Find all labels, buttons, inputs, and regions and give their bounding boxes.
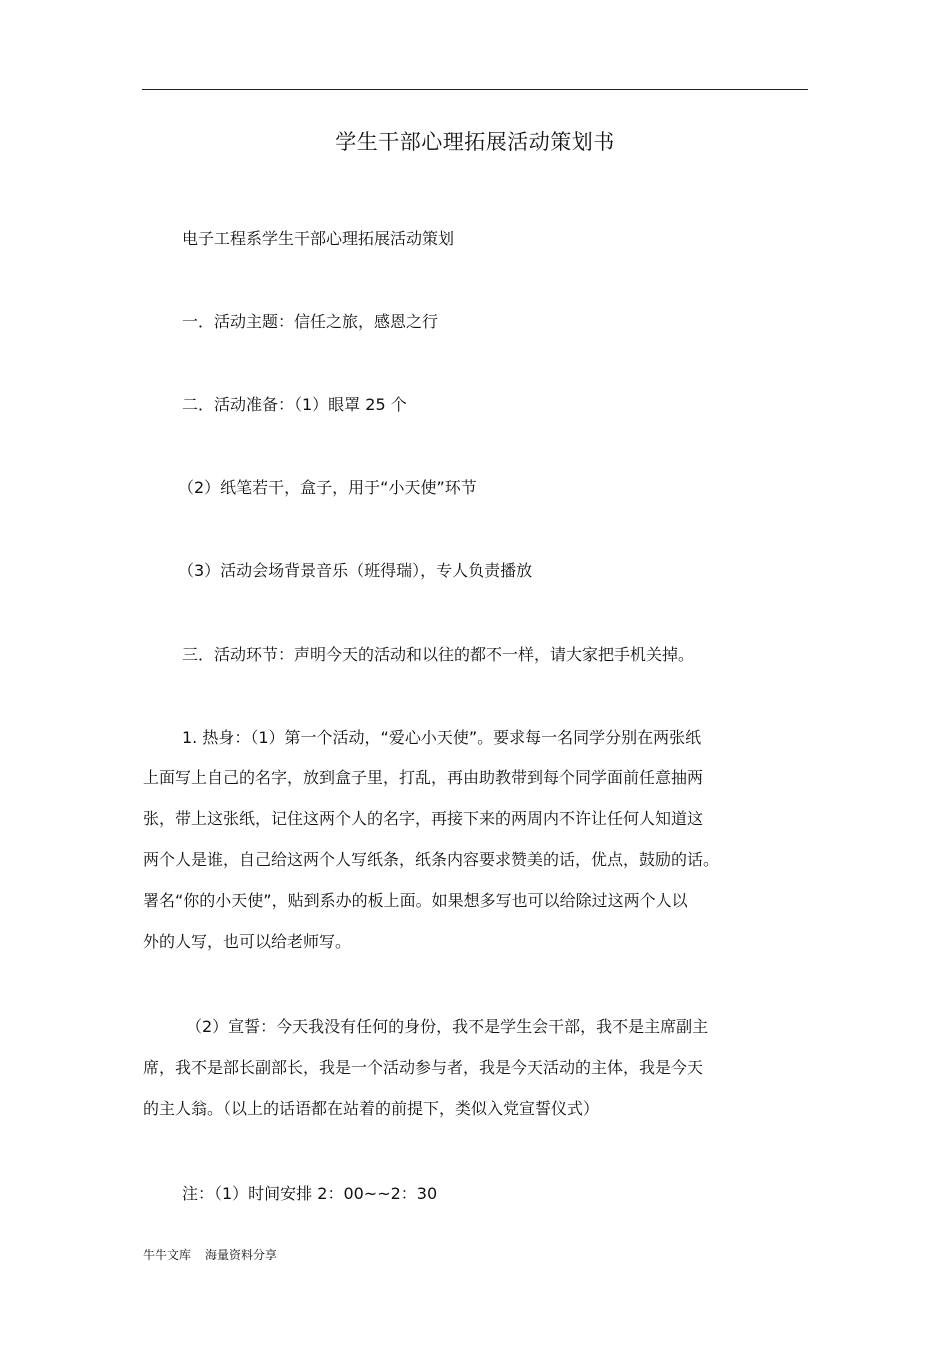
warmup-line: 两个人是谁，自己给这两个人写纸条，纸条内容要求赞美的话，优点，鼓励的话。	[143, 850, 720, 869]
warmup-line: 张，带上这张纸，记住这两个人的名字，再接下来的两周内不许让任何人知道这	[143, 809, 704, 828]
warmup-line: 署名“你的小天使”，贴到系办的板上面。如果想多写也可以给除过这两个人以	[143, 891, 688, 910]
schedule-note: 注：（1）时间安排 2：00~~2：30	[182, 1184, 438, 1203]
section-prep-2: （2）纸笔若干，盒子，用于“小天使”环节	[178, 478, 477, 497]
oath-line: 的主人翁。（以上的话语都在站着的前提下，类似入党宣誓仪式）	[143, 1099, 600, 1118]
warmup-line: 1. 热身：（1）第一个活动，“爱心小天使”。要求每一名同学分别在两张纸	[182, 728, 702, 747]
oath-line: 席，我不是部长副部长，我是一个活动参与者，我是今天活动的主体，我是今天	[143, 1058, 704, 1077]
document-subtitle: 电子工程系学生干部心理拓展活动策划	[182, 229, 455, 248]
page-footer	[143, 1246, 277, 1264]
section-prep-1: 二．活动准备：（1）眼罩 25 个	[182, 395, 407, 414]
section-prep-3: （3）活动会场背景音乐（班得瑞），专人负责播放	[178, 561, 533, 580]
section-theme: 一．活动主题：信任之旅，感恩之行	[182, 312, 439, 331]
warmup-line: 上面写上自己的名字，放到盒子里，打乱，再由助教带到每个同学面前任意抽两	[143, 768, 704, 787]
warmup-line: 外的人写，也可以给老师写。	[143, 932, 352, 951]
footer-slogan: 海量资料分享	[205, 1248, 278, 1262]
document-title: 学生干部心理拓展活动策划书	[335, 130, 615, 154]
header-rule	[142, 89, 808, 90]
footer-brand: 牛牛文库	[143, 1248, 192, 1262]
section-steps: 三．活动环节：声明今天的活动和以往的都不一样，请大家把手机关掉。	[182, 645, 695, 664]
oath-line: （2）宣誓：今天我没有任何的身份，我不是学生会干部，我不是主席副主	[186, 1017, 709, 1036]
